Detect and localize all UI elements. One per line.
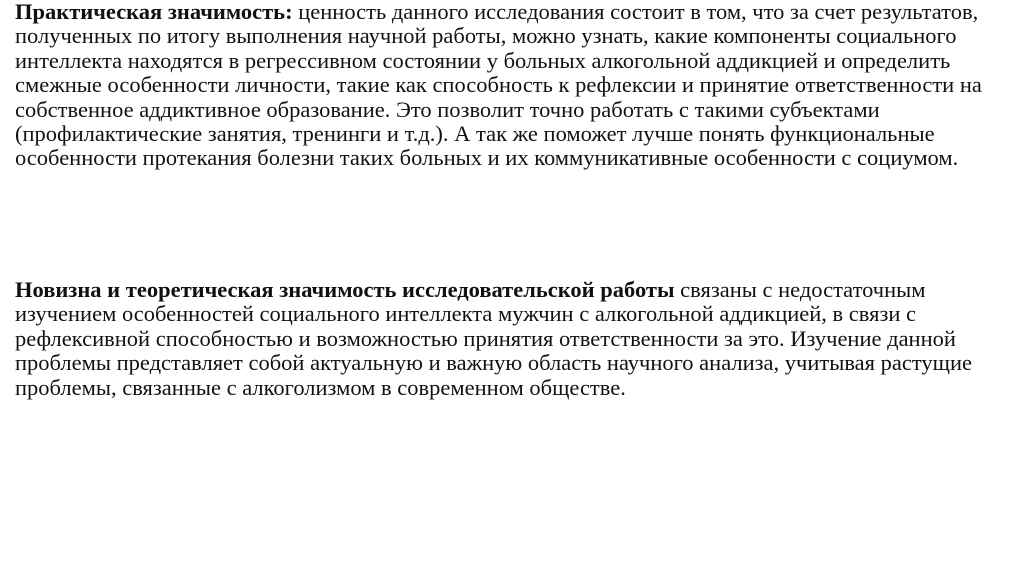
- novelty-text: связаны с недостаточным изучением особенностей социального интеллекта мужчин с алкогольной аддикцией, в связи с рефлексивной способностью и возможностью принятия ответственности за это. Изучение данной проблемы представляет собой актуальную и важную область научного анализа, учитывая растущие проблемы, связанные с алкоголизмом в современном обществе.: [15, 277, 972, 400]
- practical-significance-paragraph: [15, 0, 1015, 171]
- practical-significance-heading: Практическая значимость:: [15, 0, 293, 24]
- novelty-heading: Новизна и теоретическая значимость исследовательской работы: [15, 277, 675, 302]
- novelty-paragraph: [15, 278, 1015, 400]
- practical-significance-text: ценность данного исследования состоит в том, что за счет результатов, полученных по итогу выполнения научной работы, можно узнать, какие компоненты социального интеллекта находятся в регрессивном состоянии у больных алкогольной аддикцией и определить смежные особенности личности, такие как способность к рефлексии и принятие ответственности на собственное аддиктивное образование. Это позволит точно работать с такими субъектами (профилактические занятия, тренинги и т.д.). А так же поможет лучше понять функциональные особенности протекания болезни таких больных и их коммуникативные особенности с социумом.: [15, 0, 982, 171]
